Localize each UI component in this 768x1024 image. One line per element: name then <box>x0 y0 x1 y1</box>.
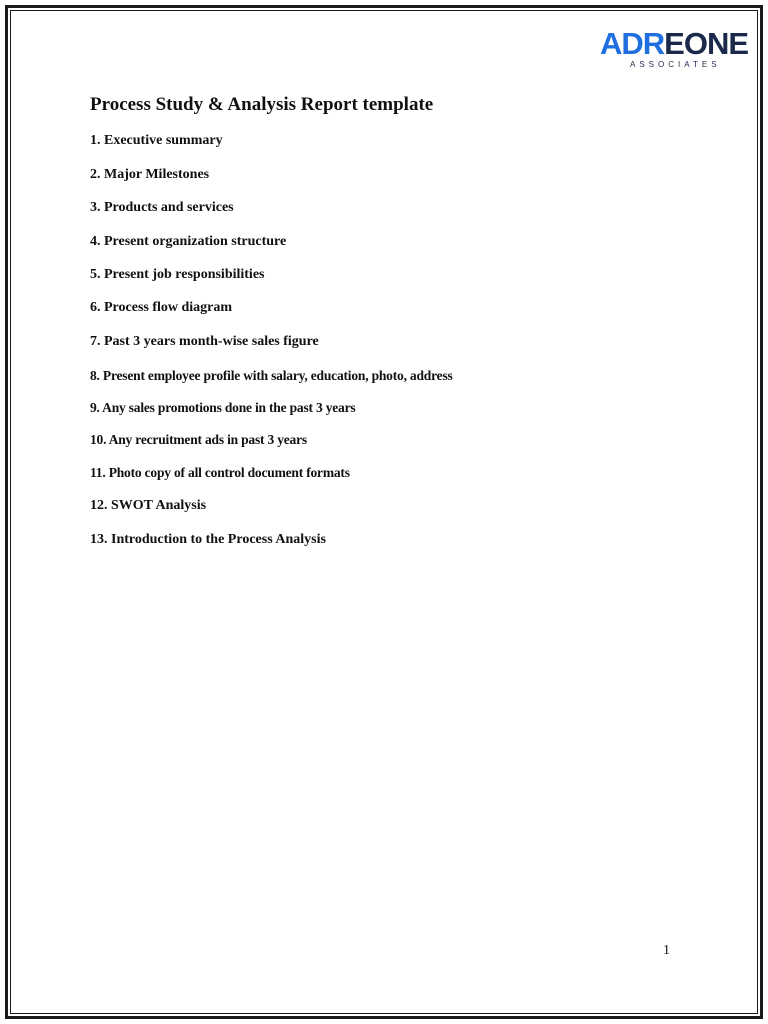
list-item: 3. Products and services <box>90 200 234 215</box>
list-item: 11. Photo copy of all control document formats <box>90 465 350 480</box>
list-item: 4. Present organization structure <box>90 234 287 249</box>
list-item: 9. Any sales promotions done in the past 3 years <box>90 400 356 415</box>
list-item: 8. Present employee profile with salary, education, photo, address <box>90 368 453 383</box>
list-item: 10. Any recruitment ads in past 3 years <box>90 432 307 447</box>
logo-wordmark <box>600 28 748 59</box>
list-item: 6. Process flow diagram <box>90 300 233 315</box>
list-item: 13. Introduction to the Process Analysis <box>90 532 326 547</box>
list-item: 5. Present job responsibilities <box>90 267 265 282</box>
list-item: 2. Major Milestones <box>90 167 210 182</box>
logo-subtitle: ASSOCIATES <box>630 60 721 69</box>
list-item: 12. SWOT Analysis <box>90 498 207 513</box>
company-logo <box>600 28 752 72</box>
page-number: 1 <box>663 943 670 958</box>
logo-wordmark-blue: ADR <box>600 26 665 61</box>
document-title: Process Study & Analysis Report template <box>90 94 434 115</box>
logo-wordmark-dark: EONE <box>664 26 749 61</box>
list-item: 7. Past 3 years month-wise sales figure <box>90 334 319 349</box>
list-item: 1. Executive summary <box>90 133 223 148</box>
